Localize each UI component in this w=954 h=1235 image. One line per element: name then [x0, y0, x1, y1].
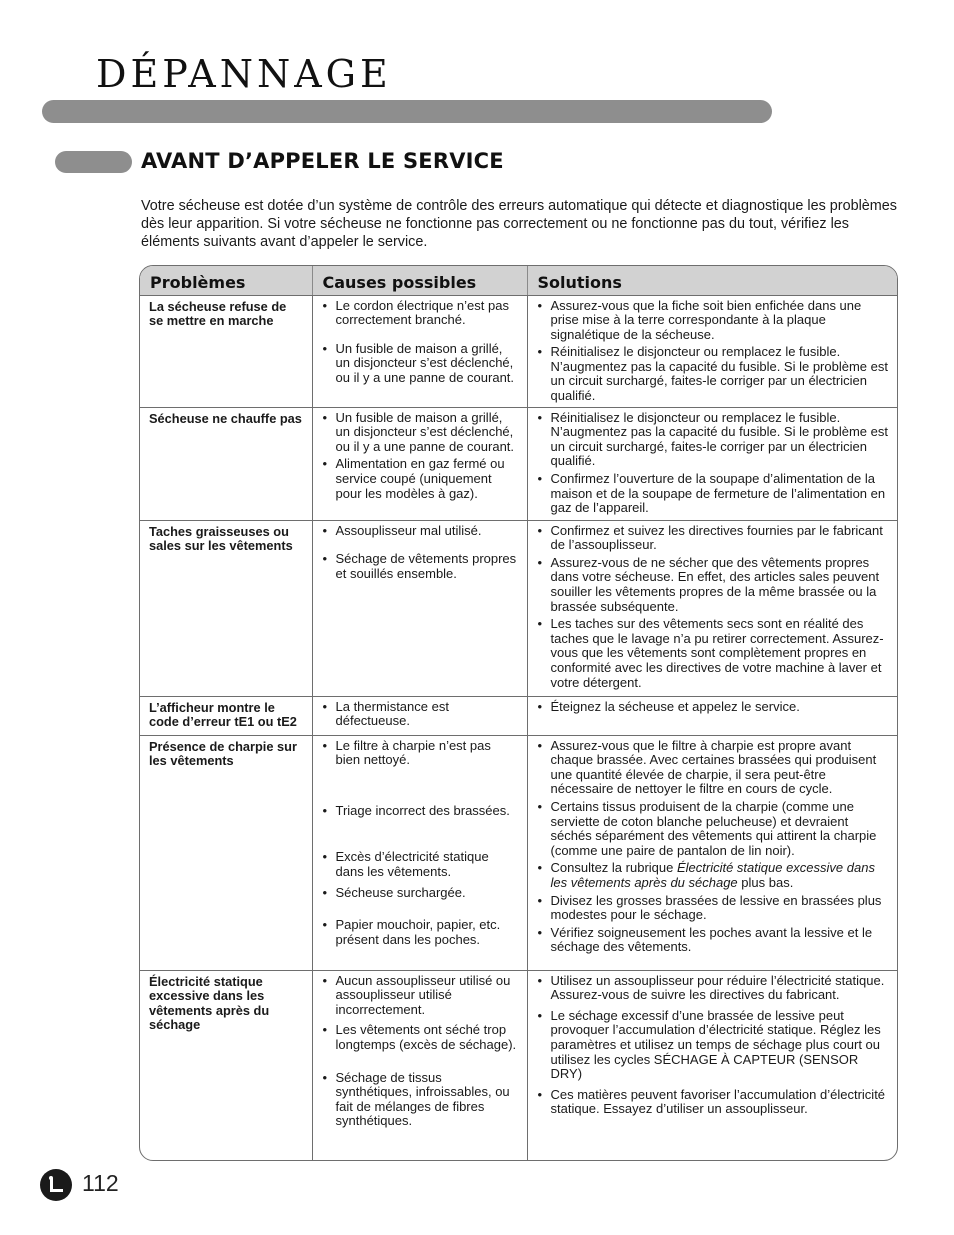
cause-item: • La thermistance est défectueuse. [321, 700, 519, 729]
section-pill-marker [55, 151, 132, 173]
solution-item: • Utilisez un assouplisseur pour réduire l’électricité statique. Assurez-vous de suivre les directives du fabricant. [536, 974, 892, 1003]
solution-item: • Certains tissus produisent de la charpie (comme une serviette de coton blanche pelucheuse) et devraient séchés séparément des vêtements qui attirent la charpie (comme une paire de pantalon de lin noir). [536, 800, 892, 858]
causes-cell [312, 520, 527, 696]
solutions-cell [527, 735, 898, 970]
header-solutions: Solutions [527, 266, 898, 295]
table-row [140, 520, 898, 696]
solutions-cell [527, 696, 898, 735]
solution-item: • Réinitialisez le disjoncteur ou remplacez le fusible. N’augmentez pas la capacité du fusible. Si le problème est un circuit surchargé, faites-le corriger par un électricien qualifié. [536, 411, 892, 469]
cause-item: • Le filtre à charpie n’est pas bien nettoyé. [321, 739, 519, 768]
cause-item: • Le cordon électrique n’est pas correctement branché. [321, 299, 519, 328]
solution-item: • Assurez-vous de ne sécher que des vêtements propres dans votre sécheuse. En effet, des articles sales peuvent souiller les vêtements propres de la même brassée ou la brassée subséquente. [536, 556, 892, 614]
solutions-cell [527, 295, 898, 407]
solution-item: • Réinitialisez le disjoncteur ou remplacez le fusible. N’augmentez pas la capacité du fusible. Si le problème est un circuit surchargé, faites-le corriger par un électricien qualifié. [536, 345, 892, 403]
causes-cell [312, 696, 527, 735]
table-row [140, 970, 898, 1160]
cause-item: • Les vêtements ont séché trop longtemps (excès de séchage). [321, 1023, 519, 1052]
cause-item: • Séchage de vêtements propres et souillés ensemble. [321, 552, 519, 581]
problem-cell: L’afficheur montre le code d’erreur tE1 ou tE2 [140, 696, 312, 735]
cause-item: • Excès d’électricité statique dans les vêtements. [321, 850, 519, 879]
table-header-row [140, 266, 898, 295]
cause-item: • Assouplisseur mal utilisé. [321, 524, 519, 539]
solution-item: • Confirmez et suivez les directives fournies par le fabricant de l’assouplisseur. [536, 524, 892, 553]
static-ref-after: plus bas. [737, 875, 794, 890]
header-causes: Causes possibles [312, 266, 527, 295]
intro-paragraph: Votre sécheuse est dotée d’un système de contrôle des erreurs automatique qui détecte et diagnostique les problèmes dès leur apparition. Si votre sécheuse ne fonctionne pas correctement ou ne fonctionne pas du tout, vérifiez les éléments suivants avant d’appeler le service. [141, 198, 897, 250]
solutions-cell [527, 407, 898, 520]
cause-item: • Aucun assouplisseur utilisé ou assouplisseur utilisé incorrectement. [321, 974, 519, 1018]
problem-cell: Présence de charpie sur les vêtements [140, 735, 312, 970]
table-row [140, 407, 898, 520]
problem-cell: Sécheuse ne chauffe pas [140, 407, 312, 520]
solution-item: • Vérifiez soigneusement les poches avant la lessive et le séchage des vêtements. [536, 926, 892, 955]
solution-item: • Assurez-vous que le filtre à charpie est propre avant chaque brassée. Avec certaines brassées qui produisent une quantité élevée de charpie, il sera peut-être nécessaire de nettoyer le filtre en cours de cycle. [536, 739, 892, 797]
solution-item: • Divisez les grosses brassées de lessive en brassées plus modestes pour le séchage. [536, 894, 892, 923]
cause-item: • Un fusible de maison a grillé, un disjoncteur s’est déclenché, ou il y a une panne de courant. [321, 342, 519, 386]
cause-item: • Triage incorrect des brassées. [321, 804, 519, 819]
solution-item: • Éteignez la sécheuse et appelez le service. [536, 700, 892, 715]
solution-item: • Ces matières peuvent favoriser l’accumulation d’électricité statique. Essayez d’utiliser un assouplisseur. [536, 1088, 892, 1117]
solution-item: • Le séchage excessif d’une brassée de lessive peut provoquer l’accumulation d’électricité statique. Réglez les paramètres et utilisez un temps de séchage plus court ou utilisez les cycles SÉCHAGE À CAPTEUR (SENSOR DRY) [536, 1009, 892, 1082]
solution-item: • Confirmez l’ouverture de la soupape d’alimentation de la maison et de la soupape de fermeture de l’alimentation en gaz de l’appareil. [536, 472, 892, 516]
solution-item-static-reference [536, 861, 892, 890]
title-bar-divider [42, 100, 772, 123]
causes-cell [312, 735, 527, 970]
problem-cell: Taches graisseuses ou sales sur les vêtements [140, 520, 312, 696]
problem-cell: Électricité statique excessive dans les vêtements après du séchage [140, 970, 312, 1160]
table-row [140, 295, 898, 407]
static-ref-before: Consultez la rubrique [550, 860, 677, 876]
solution-item: • Les taches sur des vêtements secs sont en réalité des taches que le lavage n’a pu retirer correctement. Assurez-vous que les vêtements sont complètement propres en conformité avec les directives de votre machine à laver et votre détergent. [536, 617, 892, 690]
static-ref-link-text: Électricité statique excessive dans les vêtements après du séchage [550, 860, 875, 890]
section-title: AVANT D’APPELER LE SERVICE [141, 149, 504, 173]
page-title: DÉPANNAGE [96, 52, 392, 96]
solution-item: • Assurez-vous que la fiche soit bien enfichée dans une prise mise à la terre correspondante à la plaque signalétique de la sécheuse. [536, 299, 892, 343]
causes-cell [312, 407, 527, 520]
header-problems: Problèmes [140, 266, 312, 295]
solutions-cell [527, 520, 898, 696]
lg-logo-letter [50, 1178, 63, 1192]
causes-cell [312, 970, 527, 1160]
lg-logo-icon [40, 1169, 72, 1201]
problem-cell: La sécheuse refuse de se mettre en marche [149, 298, 287, 329]
table-row [140, 735, 898, 970]
cause-item: • Alimentation en gaz fermé ou service coupé (uniquement pour les modèles à gaz). [321, 457, 519, 501]
troubleshooting-table [139, 265, 898, 1161]
solutions-cell [527, 970, 898, 1160]
table-row [140, 696, 898, 735]
causes-cell [312, 295, 527, 407]
cause-item: • Papier mouchoir, papier, etc. présent dans les poches. [321, 918, 519, 947]
cause-item: • Séchage de tissus synthétiques, infroissables, ou fait de mélanges de fibres synthétiques. [321, 1071, 519, 1129]
cause-item: • Sécheuse surchargée. [321, 886, 519, 901]
cause-item: • Un fusible de maison a grillé, un disjoncteur s’est déclenché, ou il y a une panne de courant. [321, 411, 519, 455]
page-number: 112 [82, 1170, 119, 1196]
